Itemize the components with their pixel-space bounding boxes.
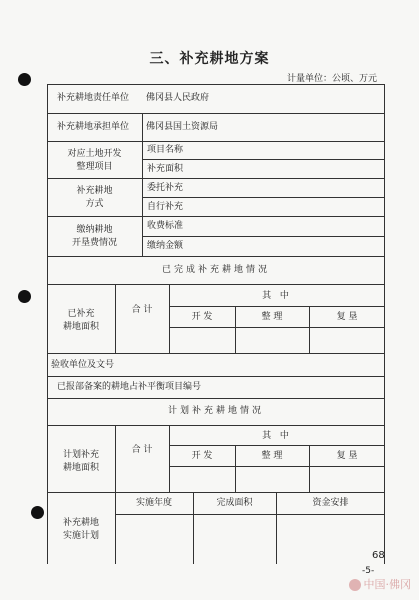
plan-label-1: 补充耕地 <box>62 518 99 528</box>
dev-project-label-1: 对应土地开发 <box>67 149 122 159</box>
planned-area-label-2: 耕地面积 <box>62 463 99 473</box>
method-label-2: 方式 <box>85 199 104 209</box>
completed-among-label: 其 中 <box>262 291 292 301</box>
binder-hole-2 <box>18 290 31 303</box>
completed-consolidate-label: 整 理 <box>261 312 283 322</box>
form-table <box>47 84 385 564</box>
binder-hole-1 <box>18 73 31 86</box>
watermark <box>349 576 412 592</box>
completed-area-label-2: 耕地面积 <box>62 322 99 332</box>
self-label: 自行补充 <box>147 202 184 212</box>
acceptance-label: 验收单位及文号 <box>51 360 115 370</box>
supplement-area-label: 补充面积 <box>147 164 184 174</box>
binder-hole-3 <box>31 506 44 519</box>
planned-reclaim-label: 复 垦 <box>336 451 358 461</box>
filed-project-label: 已报部备案的耕地占补平衡项目编号 <box>57 382 202 392</box>
responsible-unit-label: 补充耕地责任单位 <box>57 93 130 103</box>
completed-total-label: 合 计 <box>131 305 153 315</box>
completed-section-header: 已完成补充耕地情况 <box>161 265 270 275</box>
watermark-seal-icon <box>349 579 361 591</box>
watermark-text: 中国·佛冈 <box>363 578 411 591</box>
year-label: 实施年度 <box>135 498 172 508</box>
project-name-label: 项目名称 <box>147 145 184 155</box>
method-label-1: 补充耕地 <box>76 186 113 196</box>
fee-label-1: 缴纳耕地 <box>76 225 113 235</box>
undertaking-unit-value: 佛冈县国土资源局 <box>146 122 219 132</box>
fee-amount-label: 缴纳金额 <box>147 241 184 251</box>
page-marker: -5- <box>362 566 375 576</box>
planned-section-header: 计划补充耕地情况 <box>167 406 264 416</box>
fee-standard-label: 收费标准 <box>147 221 184 231</box>
completed-reclaim-label: 复 垦 <box>336 312 358 322</box>
funding-label: 资金安排 <box>312 498 349 508</box>
responsible-unit-value: 佛冈县人民政府 <box>146 93 210 103</box>
measurement-unit: 计量单位：公顷、万元 <box>286 74 377 84</box>
fee-label-2: 开垦费情况 <box>71 238 117 248</box>
planned-consolidate-label: 整 理 <box>261 451 283 461</box>
planned-total-label: 合 计 <box>131 445 153 455</box>
planned-among-label: 其 中 <box>262 431 292 441</box>
dev-project-label-2: 整理项目 <box>76 162 113 172</box>
completed-area-column-label: 完成面积 <box>216 498 253 508</box>
undertaking-unit-label: 补充耕地承担单位 <box>57 122 130 132</box>
completed-develop-label: 开 发 <box>191 312 213 322</box>
entrusted-label: 委托补充 <box>147 183 184 193</box>
page-title: 三、补充耕地方案 <box>149 51 270 67</box>
page-number: 68 <box>372 550 385 561</box>
planned-develop-label: 开 发 <box>191 451 213 461</box>
completed-area-label-1: 已补充 <box>67 309 95 319</box>
planned-area-label-1: 计划补充 <box>62 450 99 460</box>
plan-label-2: 实施计划 <box>62 531 99 541</box>
